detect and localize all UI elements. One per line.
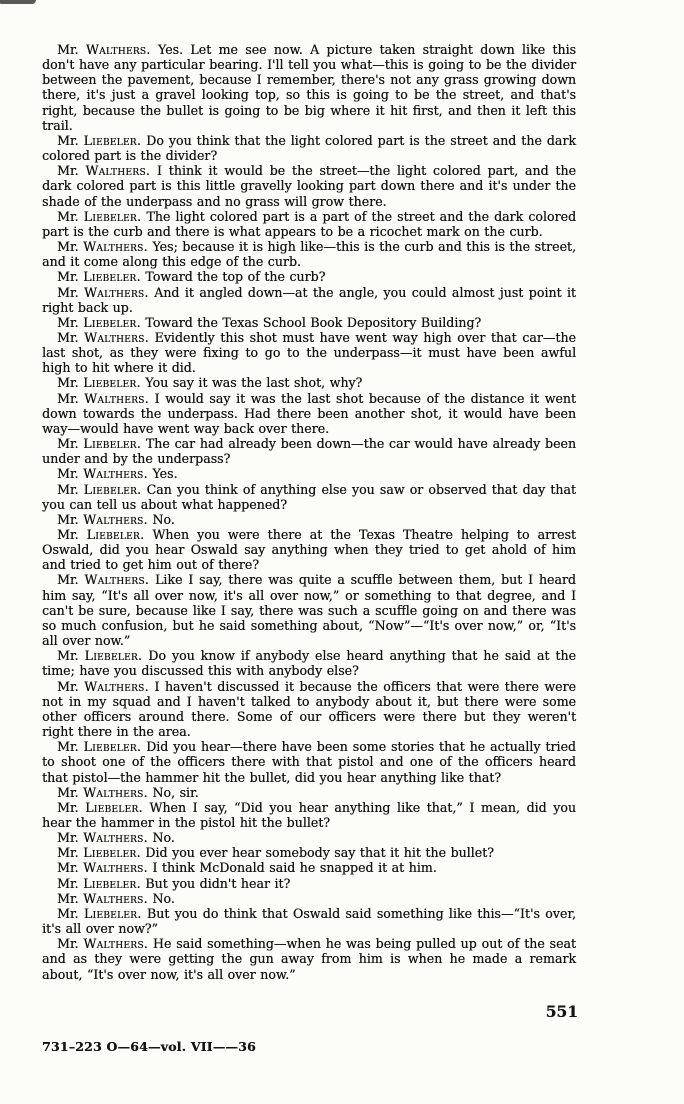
speaker-surname: Walthers. <box>83 239 148 255</box>
speaker-name <box>57 679 149 694</box>
transcript-paragraph <box>42 830 576 845</box>
utterance-text: And it angled down—at the angle, you could almost just point it right back up. <box>42 284 576 315</box>
speaker-prefix: Mr. <box>57 132 79 148</box>
speaker-name <box>57 163 150 178</box>
utterance-text: Yes. <box>152 466 178 482</box>
speaker-prefix: Mr. <box>57 466 79 482</box>
utterance-text: The car had already been down—the car would have already been under and by the underpass? <box>42 436 576 467</box>
speaker-name <box>57 572 149 587</box>
speaker-surname: Walthers. <box>83 284 149 300</box>
speaker-surname: Liebeler. <box>85 799 143 815</box>
speaker-name <box>57 860 148 875</box>
speaker-surname: Walthers. <box>83 784 148 800</box>
speaker-surname: Walthers. <box>83 830 148 846</box>
speaker-name <box>57 330 149 345</box>
speaker-surname: Walthers. <box>84 572 150 588</box>
utterance-text: Can you think of anything else you saw or observed that day that you can tell us about what happened? <box>42 481 576 512</box>
utterance-text: Do you know if anybody else heard anything that he said at the time; have you discussed this with anybody else? <box>42 648 576 679</box>
transcript-paragraph <box>42 679 576 740</box>
speaker-surname: Walthers. <box>83 860 148 876</box>
utterance-text: No. <box>152 511 175 527</box>
utterance-text: Do you think that the light colored part is the street and the dark colored part is the divider? <box>42 132 576 164</box>
speaker-prefix: Mr. <box>57 239 79 255</box>
speaker-prefix: Mr. <box>57 739 79 755</box>
speaker-name <box>57 482 141 497</box>
transcript-paragraph <box>42 785 576 800</box>
speaker-prefix: Mr. <box>57 527 79 542</box>
speaker-prefix: Mr. <box>57 284 79 300</box>
speaker-prefix: Mr. <box>57 511 79 527</box>
utterance-text: Toward the Texas School Book Depository Building? <box>145 314 482 330</box>
transcript-paragraph <box>42 860 576 875</box>
utterance-text: Like I say, there was quite a scuffle between them, but I heard him say, “It's all over now, it's all over now,” or something to that degree, and I can't be sure, because like I say, there was such a scuffle going on and there was so much confusion, but he said something about, “Now”—“It's over now,” or, “It's all over now.” <box>42 572 576 649</box>
utterance-text: You say it was the last shot, why? <box>145 375 363 391</box>
transcript-paragraph <box>42 648 576 678</box>
speaker-surname: Liebeler. <box>83 481 142 497</box>
transcript-paragraph <box>42 375 576 390</box>
transcript-paragraph <box>42 891 576 906</box>
speaker-name <box>57 906 142 921</box>
speaker-surname: Liebeler. <box>83 314 141 330</box>
speaker-name <box>57 876 141 891</box>
transcript <box>42 42 576 982</box>
utterance-text: But you didn't hear it? <box>145 875 291 891</box>
utterance-text: Did you hear—there have been some stories that he actually tried to shoot one of the officers there with that pistol and one of the officers heard that pistol—the hammer hit the bullet, did you hear anything like that? <box>42 739 576 785</box>
speaker-surname: Liebeler. <box>83 845 141 861</box>
utterance-text: I think McDonald said he snapped it at him. <box>152 860 437 876</box>
utterance-text: I would say it was the last shot because of the distance it went down towards the underpass. Had there been another shot, it would have been way—would have went way back over there. <box>42 390 576 436</box>
speaker-name <box>57 830 148 845</box>
speaker-prefix: Mr. <box>57 905 79 921</box>
speaker-name <box>57 936 148 951</box>
speaker-prefix: Mr. <box>57 678 79 694</box>
utterance-text: I haven't discussed it because the officers that were there were not in my squad and I haven't talked to anybody about it, but there were some other officers around there. Some of our officers were there but they weren't right there in the area. <box>42 678 576 740</box>
speaker-prefix: Mr. <box>57 572 79 588</box>
speaker-name <box>57 739 141 754</box>
utterance-text: The light colored part is a part of the street and the dark colored part is the curb and there is what appears to be a ricochet mark on the curb. <box>42 208 577 239</box>
utterance-text: When I say, “Did you hear anything like that,” I mean, did you hear the hammer in the pistol hit the bullet? <box>42 799 576 830</box>
speaker-name <box>57 785 148 800</box>
speaker-surname: Walthers. <box>84 678 149 694</box>
transcript-paragraph <box>42 133 576 163</box>
speaker-name <box>57 800 143 815</box>
speaker-surname: Walthers. <box>83 890 148 906</box>
utterance-text: No, sir. <box>152 784 199 800</box>
transcript-paragraph <box>42 739 576 784</box>
transcript-paragraph <box>42 845 576 860</box>
speaker-prefix: Mr. <box>57 799 79 815</box>
utterance-text: Yes. Let me see now. A picture taken straight down like this don't have any particular bearing. I'll tell you what—this is going to be the divider between the pavement, because I remember, there's not any grass growing down there, it's just a gravel looking top, so this is going to be the street, and that's right, because the bullet is going to be big where it hit first, and then it left this trail. <box>42 42 576 133</box>
speaker-prefix: Mr. <box>57 845 79 861</box>
speaker-name <box>57 648 142 663</box>
utterance-text: Evidently this shot must have went way high over that car—the last shot, as they were fixing to go to the underpass—it must have been awful high to hit where it did. <box>42 329 576 376</box>
transcript-paragraph <box>42 572 576 648</box>
speaker-prefix: Mr. <box>57 436 79 452</box>
speaker-surname: Walthers. <box>83 466 148 482</box>
speaker-prefix: Mr. <box>57 329 79 345</box>
speaker-name <box>57 391 149 406</box>
speaker-name <box>57 891 148 906</box>
speaker-surname: Liebeler. <box>83 739 142 755</box>
speaker-surname: Liebeler. <box>86 527 145 542</box>
speaker-prefix: Mr. <box>57 648 79 664</box>
speaker-name <box>57 466 148 481</box>
speaker-name <box>57 269 141 284</box>
transcript-paragraph <box>42 285 576 315</box>
speaker-name <box>57 527 144 542</box>
speaker-surname: Liebeler. <box>83 436 141 452</box>
speaker-name <box>57 209 141 224</box>
transcript-paragraph <box>42 315 576 330</box>
utterance-text: I think it would be the street—the light colored part, and the dark colored part is this little gravelly looking part down there and it's under the shade of the underpass and no grass will grow there. <box>42 163 576 209</box>
transcript-paragraph <box>42 906 576 936</box>
transcript-paragraph <box>42 239 576 269</box>
speaker-prefix: Mr. <box>57 208 79 224</box>
transcript-paragraph <box>42 512 576 527</box>
speaker-prefix: Mr. <box>57 269 79 285</box>
speaker-surname: Liebeler. <box>83 905 142 921</box>
transcript-paragraph <box>42 269 576 284</box>
scan-artifact-smudge <box>0 0 36 4</box>
speaker-prefix: Mr. <box>57 830 79 846</box>
speaker-surname: Walthers. <box>84 329 149 345</box>
transcript-paragraph <box>42 876 576 891</box>
print-run-note: 731–223 O—64—vol. VII——36 <box>42 1039 256 1054</box>
transcript-paragraph <box>42 800 576 830</box>
speaker-name <box>57 285 149 300</box>
speaker-prefix: Mr. <box>57 875 79 891</box>
speaker-prefix: Mr. <box>57 42 79 57</box>
speaker-prefix: Mr. <box>57 784 79 800</box>
speaker-name <box>57 239 148 254</box>
speaker-name <box>57 315 141 330</box>
utterance-text: But you do think that Oswald said something like this—“It's over, it's all over now?” <box>42 905 576 937</box>
speaker-name <box>57 845 141 860</box>
transcript-paragraph <box>42 482 576 512</box>
utterance-text: Yes; because it is high like—this is the curb and this is the street, and it come along this edge of the curb. <box>42 239 576 270</box>
utterance-text: No. <box>152 890 175 906</box>
speaker-name <box>57 436 141 451</box>
utterance-text: Did you ever hear somebody say that it hit the bullet? <box>145 845 494 861</box>
utterance-text: Toward the top of the curb? <box>145 269 326 285</box>
utterance-text: He said something—when he was being pulled up out of the seat and as they were getting the gun away from him is when he made a remark about, “It's over now, it's all over now.” <box>42 936 576 982</box>
speaker-surname: Liebeler. <box>83 269 141 285</box>
transcript-paragraph <box>42 163 576 208</box>
speaker-surname: Walthers. <box>85 42 151 57</box>
speaker-surname: Liebeler. <box>83 208 142 224</box>
speaker-prefix: Mr. <box>57 314 79 330</box>
transcript-paragraph <box>42 936 576 981</box>
speaker-surname: Liebeler. <box>83 132 142 148</box>
transcript-paragraph <box>42 42 576 133</box>
page-number: 551 <box>545 1002 578 1021</box>
transcript-paragraph <box>42 391 576 436</box>
transcript-paragraph <box>42 527 576 572</box>
speaker-prefix: Mr. <box>57 163 79 179</box>
speaker-name <box>57 42 151 57</box>
speaker-name <box>57 133 141 148</box>
speaker-prefix: Mr. <box>57 860 79 876</box>
speaker-name <box>57 375 141 390</box>
speaker-surname: Walthers. <box>83 936 149 952</box>
speaker-prefix: Mr. <box>57 936 79 952</box>
speaker-surname: Liebeler. <box>83 375 141 391</box>
speaker-name <box>57 512 148 527</box>
speaker-surname: Walthers. <box>83 511 148 527</box>
speaker-prefix: Mr. <box>57 890 79 906</box>
transcript-paragraph <box>42 436 576 466</box>
transcript-paragraph <box>42 466 576 481</box>
utterance-text: No. <box>152 830 175 846</box>
speaker-surname: Liebeler. <box>84 648 143 664</box>
speaker-surname: Walthers. <box>85 163 151 179</box>
utterance-text: When you were there at the Texas Theatre helping to arrest Oswald, did you hear Oswald say anything when they tried to get ahold of him and tried to get him out of there? <box>42 527 576 573</box>
speaker-surname: Liebeler. <box>83 875 141 891</box>
speaker-surname: Walthers. <box>84 390 149 406</box>
speaker-prefix: Mr. <box>57 390 79 406</box>
transcript-paragraph <box>42 330 576 375</box>
transcript-paragraph <box>42 209 576 239</box>
speaker-prefix: Mr. <box>57 481 79 497</box>
speaker-prefix: Mr. <box>57 375 79 391</box>
